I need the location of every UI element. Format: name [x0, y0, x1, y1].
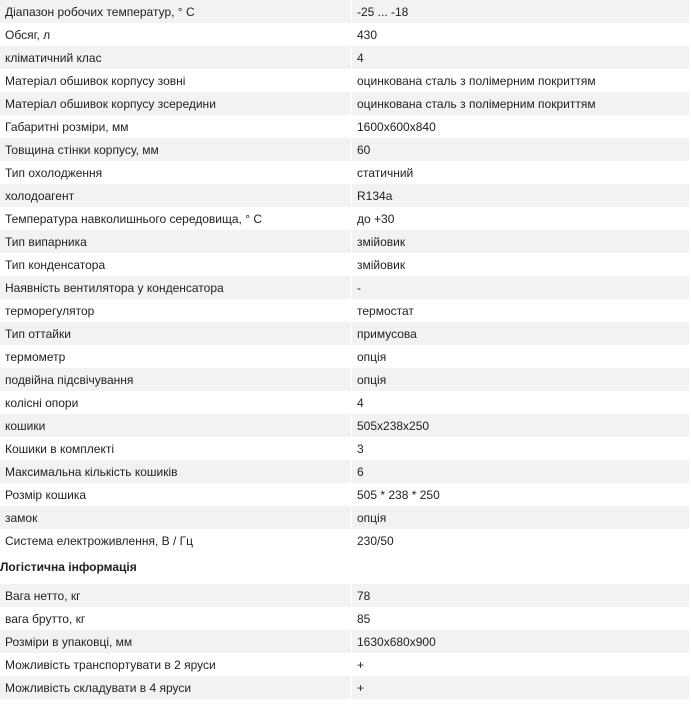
spec-row: [0, 0, 689, 23]
spec-value: 230/50: [351, 529, 689, 552]
spec-row: [0, 92, 689, 115]
spec-value: 78: [351, 584, 689, 607]
spec-value: -: [351, 276, 689, 299]
spec-row: [0, 46, 689, 69]
spec-row: [0, 184, 689, 207]
spec-label: Тип конденсатора: [5, 257, 106, 272]
spec-value: 1630х680х900: [351, 630, 689, 653]
spec-label: Розмір кошика: [5, 487, 87, 502]
spec-row: [0, 676, 689, 699]
spec-label: подвійна підсвічування: [0, 368, 351, 391]
spec-label: колісні опори: [5, 395, 79, 410]
spec-label: Тип оттайки: [0, 322, 351, 345]
spec-value: 430: [351, 23, 689, 46]
spec-value: +: [351, 676, 689, 699]
spec-label: терморегулятор: [5, 303, 95, 318]
spec-value: 4: [351, 391, 689, 414]
spec-value: 505 * 238 * 250: [351, 483, 689, 506]
spec-value: опція: [351, 506, 689, 529]
spec-label: Габаритні розміри, мм: [5, 119, 129, 134]
spec-label: Розміри в упаковці, мм: [0, 630, 351, 653]
spec-value: R134a: [351, 184, 689, 207]
spec-value: 60: [351, 138, 689, 161]
spec-row: [0, 483, 689, 506]
spec-row: [0, 207, 689, 230]
spec-row: [0, 368, 689, 391]
spec-value: термостат: [351, 299, 689, 322]
spec-value: 4: [351, 46, 689, 69]
spec-label: кошики: [0, 414, 351, 437]
spec-label: вага брутто, кг: [5, 611, 86, 626]
spec-label: Наявність вентилятора у конденсатора: [0, 276, 351, 299]
spec-row: [0, 506, 689, 529]
spec-row: [0, 529, 689, 552]
spec-label: Можливість транспортувати в 2 яруси: [5, 657, 216, 672]
spec-value: примусова: [351, 322, 689, 345]
spec-row: [0, 460, 689, 483]
spec-value: +: [351, 653, 689, 676]
spec-label: Діапазон робочих температур, ° С: [0, 0, 351, 23]
spec-row: [0, 161, 689, 184]
spec-value: 3: [351, 437, 689, 460]
spec-value: 6: [351, 460, 689, 483]
spec-value: змійовик: [351, 253, 689, 276]
spec-label: Матеріал обшивок корпусу зовні: [5, 73, 186, 88]
spec-value: опція: [351, 368, 689, 391]
spec-row: [0, 653, 689, 676]
spec-row: [0, 345, 689, 368]
logistics-section-title: Логістична інформація: [0, 560, 137, 574]
spec-row: [0, 391, 689, 414]
spec-label: холодоагент: [0, 184, 351, 207]
spec-row: [0, 115, 689, 138]
spec-row: [0, 607, 689, 630]
spec-label: Матеріал обшивок корпусу зсередини: [0, 92, 351, 115]
spec-row: [0, 414, 689, 437]
spec-label: Товщина стінки корпусу, мм: [0, 138, 351, 161]
spec-value: статичний: [351, 161, 689, 184]
spec-value: -25 ... -18: [351, 0, 689, 23]
spec-row: [0, 322, 689, 345]
spec-row: [0, 584, 689, 607]
spec-label: Кошики в комплекті: [5, 441, 115, 456]
spec-value: опція: [351, 345, 689, 368]
spec-row: [0, 276, 689, 299]
logistics-specs-table: [0, 584, 689, 699]
spec-value: до +30: [351, 207, 689, 230]
spec-label: кліматичний клас: [0, 46, 351, 69]
spec-label: Тип охолодження: [5, 165, 103, 180]
spec-row: [0, 299, 689, 322]
spec-label: Система електроживлення, В / Гц: [5, 533, 194, 548]
spec-row: [0, 437, 689, 460]
spec-label: Вага нетто, кг: [0, 584, 351, 607]
spec-label: Максимальна кількість кошиків: [0, 460, 351, 483]
spec-value: змійовик: [351, 230, 689, 253]
spec-row: [0, 23, 689, 46]
spec-value: 85: [351, 607, 689, 630]
spec-row: [0, 630, 689, 653]
spec-label: Температура навколишнього середовища, ° С: [5, 211, 263, 226]
spec-value: оцинкована сталь з полімерним покриттям: [351, 69, 689, 92]
spec-label: Обсяг, л: [5, 27, 51, 42]
spec-label: Тип випарника: [0, 230, 351, 253]
spec-value: оцинкована сталь з полімерним покриттям: [351, 92, 689, 115]
spec-row: [0, 230, 689, 253]
spec-label: Можливість складувати в 4 яруси: [0, 676, 351, 699]
spec-label: замок: [0, 506, 351, 529]
spec-row: [0, 69, 689, 92]
spec-row: [0, 253, 689, 276]
spec-value: 505x238x250: [351, 414, 689, 437]
spec-label: термометр: [5, 349, 66, 364]
spec-value: 1600х600х840: [351, 115, 689, 138]
spec-row: [0, 138, 689, 161]
